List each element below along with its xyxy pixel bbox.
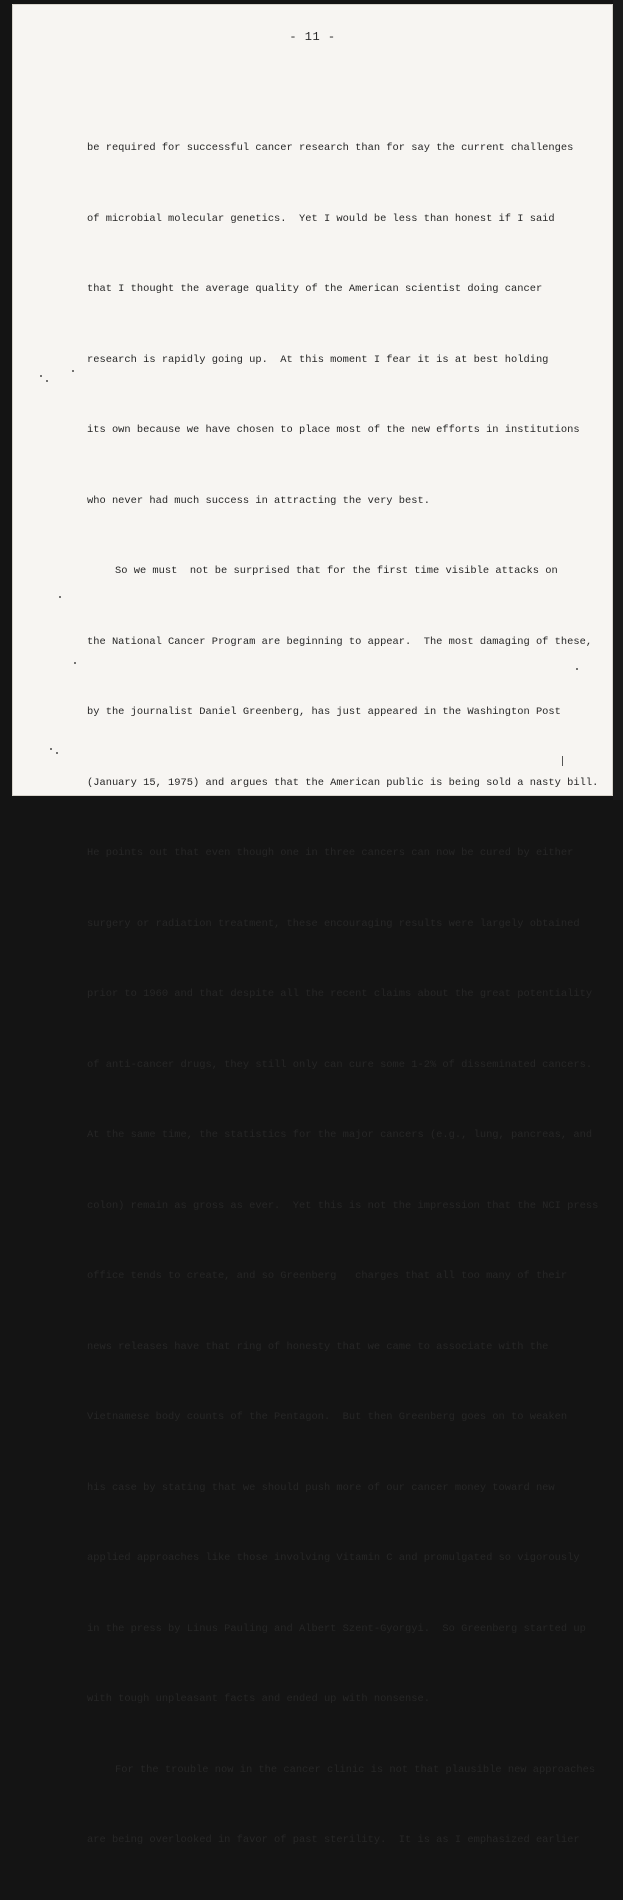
page-number: - 11 - <box>289 30 336 44</box>
scan-speck <box>576 668 578 670</box>
text-line: Vietnamese body counts of the Pentagon. But then Greenberg goes on to weaken <box>87 1411 568 1423</box>
text-line: of anti-cancer drugs, they still only can cure some 1-2% of disseminated cancers. <box>87 1058 593 1071</box>
text-line: prior to 1960 and that despite all the recent claims about the great potentiality <box>87 988 593 1000</box>
text-line: who never had much success in attracting the very best. <box>87 494 430 507</box>
body-text <box>87 90 599 1900</box>
text-line: the National Cancer Program are beginning to appear. The most damaging of these, <box>87 635 593 648</box>
text-line: news releases have that ring of honesty that we came to associate with the <box>87 1340 549 1353</box>
text-line: his case by stating that we should push more of our cancer money toward new <box>87 1481 555 1494</box>
scan-speck <box>74 662 76 664</box>
scan-speck <box>56 752 58 754</box>
text-line: be required for successful cancer research than for say the current challenges <box>87 142 574 154</box>
text-line: its own because we have chosen to place most of the new efforts in institutions <box>87 424 580 436</box>
text-line: that I thought the average quality of the American scientist doing cancer <box>87 283 543 295</box>
paragraph-start-line: For the trouble now in the cancer clinic is not that plausible new approaches <box>115 1763 596 1776</box>
document-page <box>12 4 613 1846</box>
paragraph-start-line: So we must not be surprised that for the first time visible attacks on <box>115 565 558 577</box>
scan-speck <box>40 375 42 377</box>
text-line: are being overlooked in favor of past sterility. It is as I emphasized earlier <box>87 1834 580 1846</box>
scan-border <box>613 0 623 800</box>
text-line: surgery or radiation treatment, these encouraging results were largely obtained <box>87 917 580 930</box>
text-line: in the press by Linus Pauling and Albert Szent-Gyorgyi. So Greenberg started up <box>87 1622 586 1635</box>
text-line: colon) remain as gross as ever. Yet this is not the impression that the NCI press <box>87 1199 599 1212</box>
scan-speck <box>59 596 61 598</box>
text-line: by the journalist Daniel Greenberg, has just appeared in the Washington Post <box>87 706 561 718</box>
scan-mark <box>562 756 563 766</box>
text-line: with tough unpleasant facts and ended up with nonsense. <box>87 1693 430 1705</box>
text-line: (January 15, 1975) and argues that the American public is being sold a nasty bill. <box>87 776 599 789</box>
scan-speck <box>46 380 48 382</box>
text-line: He points out that even though one in three cancers can now be cured by either <box>87 847 574 859</box>
text-line: research is rapidly going up. At this moment I fear it is at best holding <box>87 353 549 366</box>
scan-speck <box>50 748 52 750</box>
text-line: At the same time, the statistics for the major cancers (e.g., lung, pancreas, and <box>87 1129 593 1141</box>
text-line: office tends to create, and so Greenberg charges that all too many of their <box>87 1270 568 1282</box>
text-line: applied approaches like those involving Vitamin C and promulgated so vigorously <box>87 1552 580 1564</box>
text-line: of microbial molecular genetics. Yet I would be less than honest if I said <box>87 212 555 225</box>
scan-speck <box>72 370 74 372</box>
